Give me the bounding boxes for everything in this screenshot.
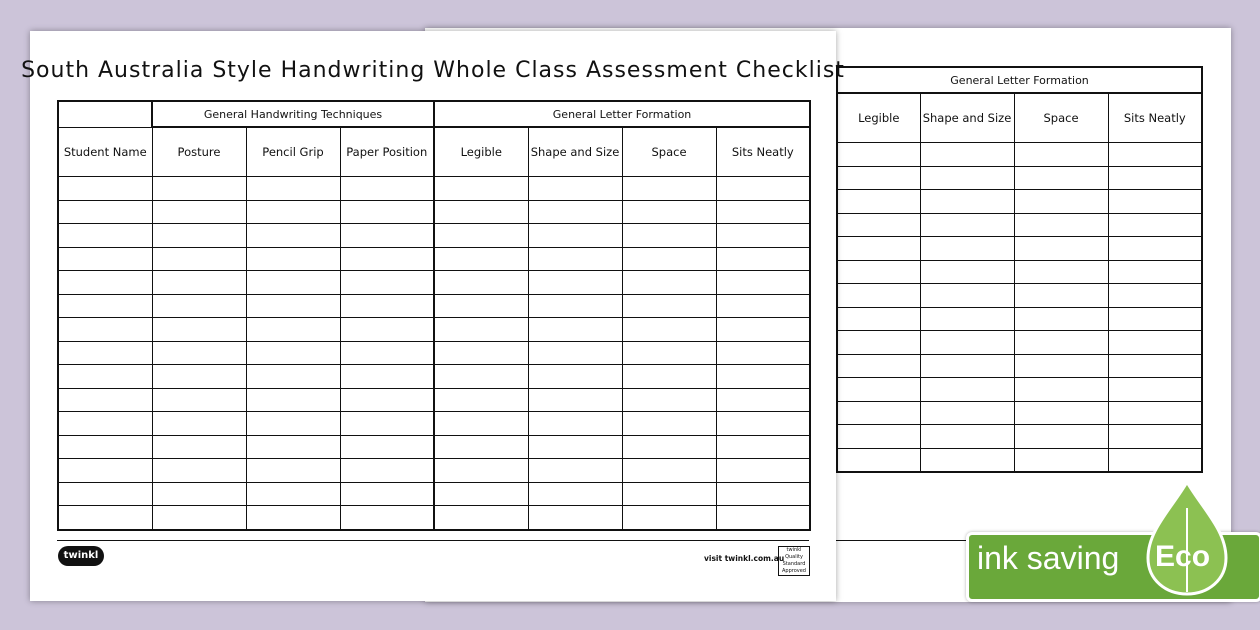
back-table-cell[interactable] xyxy=(920,425,1014,449)
table-cell[interactable] xyxy=(528,412,622,436)
table-cell[interactable] xyxy=(58,247,152,271)
table-cell[interactable] xyxy=(622,318,716,342)
back-table-cell[interactable] xyxy=(837,331,920,355)
back-table-cell[interactable] xyxy=(1014,166,1108,190)
back-table-cell[interactable] xyxy=(1014,378,1108,402)
table-cell[interactable] xyxy=(716,271,810,295)
back-table-cell[interactable] xyxy=(1108,331,1202,355)
table-row xyxy=(58,271,810,295)
back-table-row xyxy=(837,260,1202,284)
table-cell[interactable] xyxy=(152,271,246,295)
back-column-header: Space xyxy=(1014,93,1108,143)
table-cell[interactable] xyxy=(152,482,246,506)
table-cell[interactable] xyxy=(622,365,716,389)
table-cell[interactable] xyxy=(716,341,810,365)
back-table-cell[interactable] xyxy=(1108,237,1202,261)
back-table-row xyxy=(837,331,1202,355)
table-cell[interactable] xyxy=(152,388,246,412)
back-table-cell[interactable] xyxy=(920,401,1014,425)
back-table-cell[interactable] xyxy=(1014,284,1108,308)
table-cell[interactable] xyxy=(152,224,246,248)
column-header: Space xyxy=(622,127,716,177)
table-cell[interactable] xyxy=(152,459,246,483)
table-row xyxy=(58,482,810,506)
table-cell[interactable] xyxy=(434,435,528,459)
table-cell[interactable] xyxy=(434,294,528,318)
back-table-cell[interactable] xyxy=(920,190,1014,214)
table-row xyxy=(58,435,810,459)
table-cell[interactable] xyxy=(152,365,246,389)
table-cell[interactable] xyxy=(622,482,716,506)
table-cell[interactable] xyxy=(246,247,340,271)
table-cell[interactable] xyxy=(528,294,622,318)
back-table-cell[interactable] xyxy=(920,143,1014,167)
group-header-techniques: General Handwriting Techniques xyxy=(152,101,434,127)
back-table-cell[interactable] xyxy=(837,448,920,472)
table-cell[interactable] xyxy=(716,224,810,248)
quality-badge-text: twinkl Quality Standard Approved xyxy=(782,547,806,574)
table-cell[interactable] xyxy=(528,271,622,295)
table-cell[interactable] xyxy=(246,177,340,201)
table-cell[interactable] xyxy=(528,177,622,201)
back-table-cell[interactable] xyxy=(837,166,920,190)
table-cell[interactable] xyxy=(528,435,622,459)
column-header: Sits Neatly xyxy=(716,127,810,177)
column-header: Paper Position xyxy=(340,127,434,177)
back-table-cell[interactable] xyxy=(1108,448,1202,472)
table-cell[interactable] xyxy=(528,341,622,365)
table-cell[interactable] xyxy=(528,506,622,530)
back-table-row xyxy=(837,284,1202,308)
table-row xyxy=(58,247,810,271)
table-cell[interactable] xyxy=(434,412,528,436)
back-table-cell[interactable] xyxy=(837,401,920,425)
table-cell[interactable] xyxy=(246,365,340,389)
back-table-cell[interactable] xyxy=(1014,260,1108,284)
column-header: Pencil Grip xyxy=(246,127,340,177)
table-cell[interactable] xyxy=(622,459,716,483)
table-row xyxy=(58,506,810,530)
column-header: Shape and Size xyxy=(528,127,622,177)
table-cell[interactable] xyxy=(340,224,434,248)
column-header: Legible xyxy=(434,127,528,177)
back-table-row xyxy=(837,448,1202,472)
table-cell[interactable] xyxy=(340,294,434,318)
table-cell[interactable] xyxy=(246,271,340,295)
back-group-header: General Letter Formation xyxy=(837,67,1202,93)
table-cell[interactable] xyxy=(246,224,340,248)
table-cell[interactable] xyxy=(340,271,434,295)
table-cell[interactable] xyxy=(246,482,340,506)
table-cell[interactable] xyxy=(622,341,716,365)
table-cell[interactable] xyxy=(58,294,152,318)
table-cell[interactable] xyxy=(152,200,246,224)
table-cell[interactable] xyxy=(528,459,622,483)
table-cell[interactable] xyxy=(622,388,716,412)
table-cell[interactable] xyxy=(340,412,434,436)
table-cell[interactable] xyxy=(434,200,528,224)
back-table-cell[interactable] xyxy=(1014,331,1108,355)
table-cell[interactable] xyxy=(434,224,528,248)
table-cell[interactable] xyxy=(58,318,152,342)
table-cell[interactable] xyxy=(716,200,810,224)
column-header: Posture xyxy=(152,127,246,177)
table-cell[interactable] xyxy=(246,341,340,365)
back-table-row xyxy=(837,213,1202,237)
table-cell[interactable] xyxy=(246,435,340,459)
table-cell[interactable] xyxy=(58,482,152,506)
group-header-letter-formation: General Letter Formation xyxy=(434,101,810,127)
leaf-drop-icon xyxy=(1144,478,1230,596)
back-table-cell[interactable] xyxy=(920,284,1014,308)
table-cell[interactable] xyxy=(716,459,810,483)
table-cell[interactable] xyxy=(340,435,434,459)
back-table-cell[interactable] xyxy=(1108,401,1202,425)
back-table-row xyxy=(837,166,1202,190)
back-table-cell[interactable] xyxy=(1108,260,1202,284)
table-cell[interactable] xyxy=(528,200,622,224)
table-cell[interactable] xyxy=(622,412,716,436)
table-cell[interactable] xyxy=(152,435,246,459)
table-row xyxy=(58,177,810,201)
table-cell[interactable] xyxy=(434,365,528,389)
back-column-header: Shape and Size xyxy=(920,93,1014,143)
back-table-cell[interactable] xyxy=(837,260,920,284)
back-table-cell[interactable] xyxy=(920,166,1014,190)
table-cell[interactable] xyxy=(716,318,810,342)
visit-link-text: visit twinkl.com.au xyxy=(704,554,785,563)
table-cell[interactable] xyxy=(58,341,152,365)
back-table-cell[interactable] xyxy=(837,143,920,167)
back-table-cell[interactable] xyxy=(1014,237,1108,261)
table-cell[interactable] xyxy=(434,506,528,530)
back-table-cell[interactable] xyxy=(920,237,1014,261)
table-cell[interactable] xyxy=(152,412,246,436)
table-cell[interactable] xyxy=(340,482,434,506)
table-cell[interactable] xyxy=(716,388,810,412)
table-cell[interactable] xyxy=(58,412,152,436)
table-cell[interactable] xyxy=(246,412,340,436)
eco-label: Eco xyxy=(1155,540,1211,573)
back-table-cell[interactable] xyxy=(1014,307,1108,331)
table-cell[interactable] xyxy=(246,318,340,342)
table-cell[interactable] xyxy=(58,224,152,248)
table-cell[interactable] xyxy=(58,177,152,201)
ink-saving-label: ink saving xyxy=(977,540,1120,576)
table-cell[interactable] xyxy=(58,435,152,459)
table-cell[interactable] xyxy=(340,341,434,365)
back-table-cell[interactable] xyxy=(1014,401,1108,425)
table-cell[interactable] xyxy=(528,365,622,389)
table-row xyxy=(58,365,810,389)
table-cell[interactable] xyxy=(434,459,528,483)
table-cell[interactable] xyxy=(152,318,246,342)
table-cell[interactable] xyxy=(58,200,152,224)
table-cell[interactable] xyxy=(434,482,528,506)
table-cell[interactable] xyxy=(622,506,716,530)
table-cell[interactable] xyxy=(434,318,528,342)
back-table-cell[interactable] xyxy=(1014,213,1108,237)
twinkl-logo: twinkl xyxy=(58,546,104,566)
table-cell[interactable] xyxy=(716,247,810,271)
back-table-cell[interactable] xyxy=(837,425,920,449)
table-cell[interactable] xyxy=(246,459,340,483)
table-cell[interactable] xyxy=(340,388,434,412)
back-table-cell[interactable] xyxy=(1108,213,1202,237)
back-table-cell[interactable] xyxy=(1014,354,1108,378)
table-cell[interactable] xyxy=(716,435,810,459)
table-cell[interactable] xyxy=(340,506,434,530)
back-table-cell[interactable] xyxy=(1014,143,1108,167)
table-cell[interactable] xyxy=(622,247,716,271)
table-cell[interactable] xyxy=(622,271,716,295)
table-cell[interactable] xyxy=(434,177,528,201)
table-cell[interactable] xyxy=(152,506,246,530)
table-cell[interactable] xyxy=(152,247,246,271)
back-table-row xyxy=(837,237,1202,261)
table-row xyxy=(58,412,810,436)
back-table-cell[interactable] xyxy=(837,307,920,331)
back-table-row xyxy=(837,143,1202,167)
table-cell[interactable] xyxy=(528,482,622,506)
back-table-cell[interactable] xyxy=(920,378,1014,402)
back-column-header: Legible xyxy=(837,93,920,143)
table-cell[interactable] xyxy=(152,294,246,318)
table-row xyxy=(58,459,810,483)
table-cell[interactable] xyxy=(622,435,716,459)
table-row xyxy=(58,294,810,318)
table-cell[interactable] xyxy=(58,388,152,412)
front-checklist-table xyxy=(57,100,811,531)
table-cell[interactable] xyxy=(434,247,528,271)
page-title: South Australia Style Handwriting Whole Class Assessment Checklist xyxy=(21,58,845,83)
back-table-cell[interactable] xyxy=(837,378,920,402)
back-table-cell[interactable] xyxy=(1108,425,1202,449)
back-table-row xyxy=(837,190,1202,214)
table-cell[interactable] xyxy=(58,459,152,483)
back-table-cell[interactable] xyxy=(1014,425,1108,449)
table-cell[interactable] xyxy=(716,177,810,201)
table-cell[interactable] xyxy=(246,294,340,318)
back-table-cell[interactable] xyxy=(837,190,920,214)
column-header: Student Name xyxy=(58,127,152,177)
table-cell[interactable] xyxy=(528,224,622,248)
back-table-cell[interactable] xyxy=(1108,166,1202,190)
back-table-cell[interactable] xyxy=(837,237,920,261)
table-cell[interactable] xyxy=(434,271,528,295)
table-cell[interactable] xyxy=(340,247,434,271)
table-cell[interactable] xyxy=(340,459,434,483)
table-cell[interactable] xyxy=(58,506,152,530)
back-table-cell[interactable] xyxy=(920,260,1014,284)
table-cell[interactable] xyxy=(246,506,340,530)
table-cell[interactable] xyxy=(340,200,434,224)
table-row xyxy=(58,200,810,224)
back-table-cell[interactable] xyxy=(837,213,920,237)
back-table-cell[interactable] xyxy=(1014,190,1108,214)
table-cell[interactable] xyxy=(528,388,622,412)
back-table-cell[interactable] xyxy=(920,331,1014,355)
table-row xyxy=(58,341,810,365)
back-table-cell[interactable] xyxy=(837,354,920,378)
back-table-cell[interactable] xyxy=(1108,190,1202,214)
back-table-row xyxy=(837,378,1202,402)
table-cell[interactable] xyxy=(716,506,810,530)
table-cell[interactable] xyxy=(340,177,434,201)
table-cell[interactable] xyxy=(528,318,622,342)
back-table-cell[interactable] xyxy=(1014,448,1108,472)
table-cell[interactable] xyxy=(152,177,246,201)
table-cell[interactable] xyxy=(246,200,340,224)
table-cell[interactable] xyxy=(340,365,434,389)
back-table-cell[interactable] xyxy=(1108,284,1202,308)
table-cell[interactable] xyxy=(622,224,716,248)
back-table-row xyxy=(837,401,1202,425)
back-table-cell[interactable] xyxy=(1108,307,1202,331)
table-cell[interactable] xyxy=(246,388,340,412)
table-cell[interactable] xyxy=(58,271,152,295)
table-cell[interactable] xyxy=(716,412,810,436)
back-table-cell[interactable] xyxy=(920,354,1014,378)
table-cell[interactable] xyxy=(716,365,810,389)
table-cell[interactable] xyxy=(716,294,810,318)
back-table-cell[interactable] xyxy=(1108,143,1202,167)
back-table-row xyxy=(837,307,1202,331)
table-cell[interactable] xyxy=(528,247,622,271)
table-row xyxy=(58,224,810,248)
table-cell[interactable] xyxy=(434,388,528,412)
footer-divider xyxy=(57,540,809,541)
table-cell[interactable] xyxy=(622,177,716,201)
back-table-cell[interactable] xyxy=(920,213,1014,237)
back-table-cell[interactable] xyxy=(920,448,1014,472)
table-cell[interactable] xyxy=(622,294,716,318)
table-cell[interactable] xyxy=(622,200,716,224)
back-table-cell[interactable] xyxy=(1108,354,1202,378)
back-column-header: Sits Neatly xyxy=(1108,93,1202,143)
table-cell[interactable] xyxy=(58,365,152,389)
table-row xyxy=(58,318,810,342)
table-cell[interactable] xyxy=(716,482,810,506)
table-cell[interactable] xyxy=(340,318,434,342)
back-table-row xyxy=(837,354,1202,378)
back-table-cell[interactable] xyxy=(920,307,1014,331)
table-cell[interactable] xyxy=(152,341,246,365)
quality-badge-icon xyxy=(778,546,810,576)
back-table-cell[interactable] xyxy=(1108,378,1202,402)
table-cell[interactable] xyxy=(434,341,528,365)
table-row xyxy=(58,388,810,412)
back-checklist-table xyxy=(836,66,1203,473)
back-table-cell[interactable] xyxy=(837,284,920,308)
back-table-row xyxy=(837,425,1202,449)
